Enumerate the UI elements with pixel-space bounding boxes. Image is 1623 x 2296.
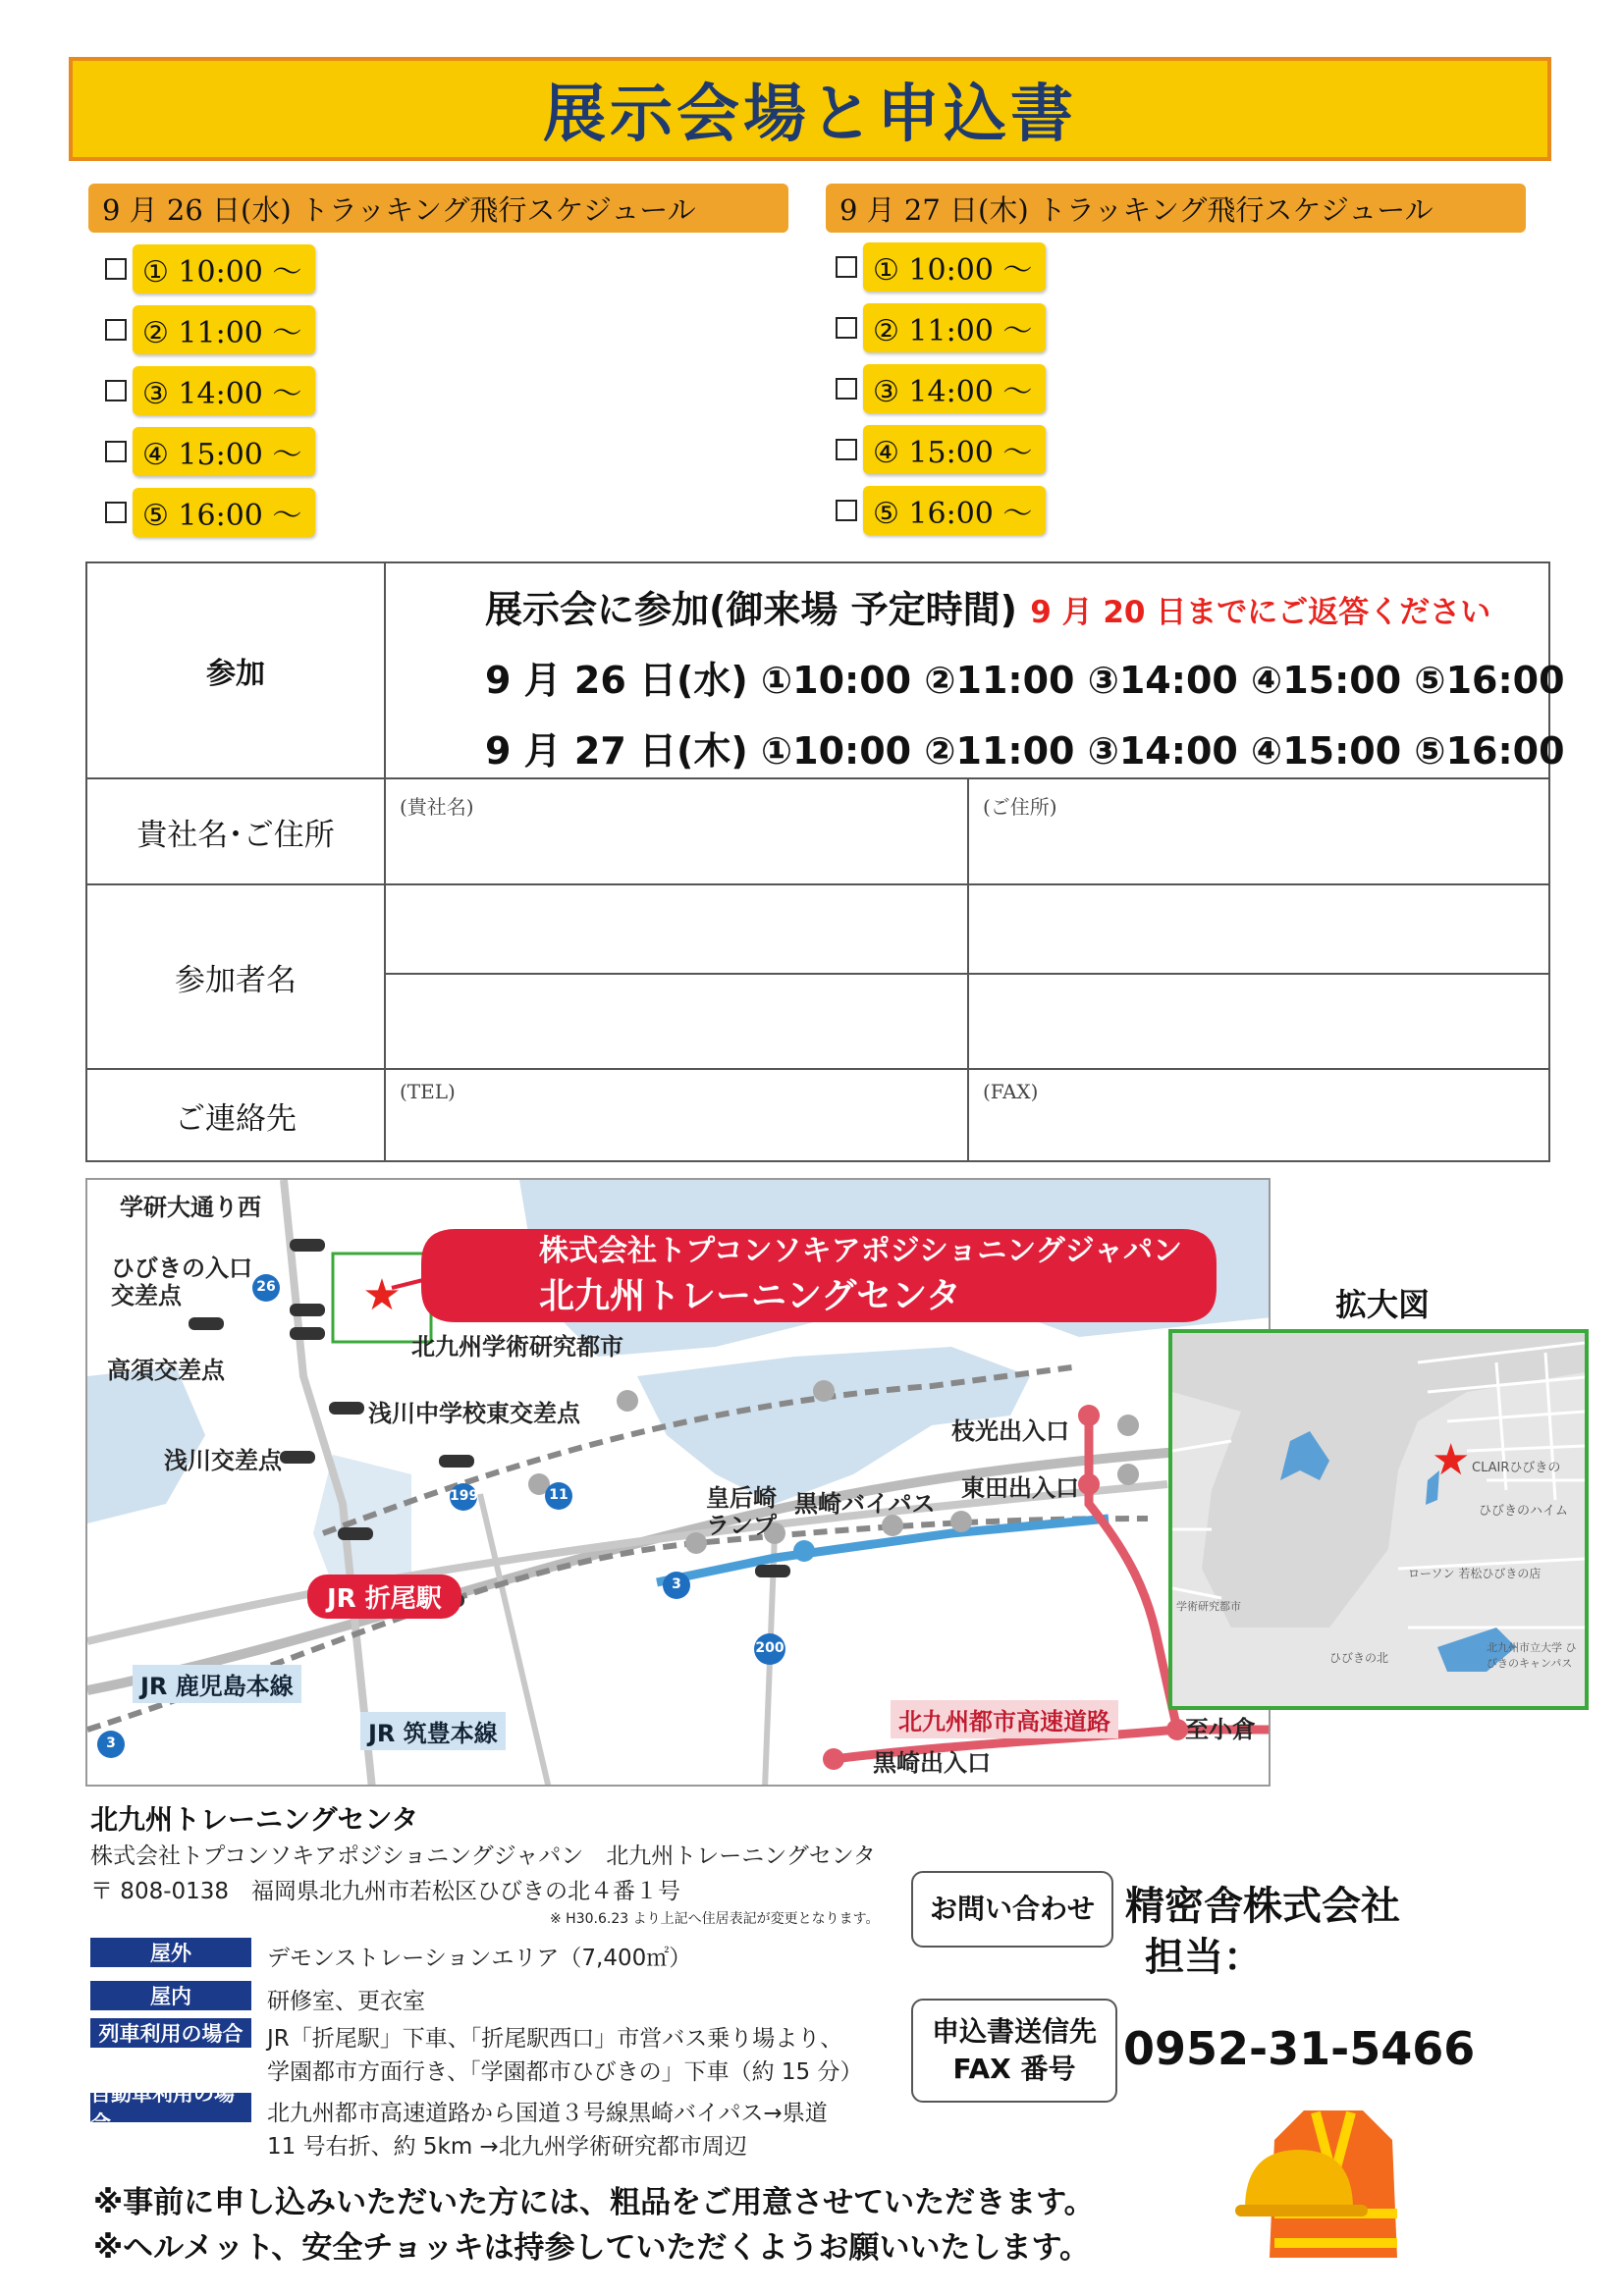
fax-number: 0952-31-5466 (1123, 2022, 1476, 2075)
center-name: 北九州トレーニングセンタ (90, 1803, 419, 1836)
helmet-vest-icon (1235, 2101, 1432, 2268)
attendees-label: 参加者名 (175, 962, 297, 998)
attendee-field[interactable] (386, 885, 967, 973)
indoor-text: 研修室、更衣室 (267, 1989, 425, 2014)
location-star-icon: ★ (1432, 1435, 1471, 1485)
tag-indoor: 屋内 (90, 1981, 251, 2010)
schedule-header-day2: 9 月 27 日(木) トラッキング飛行スケジュール (826, 184, 1526, 233)
slot-pill: ② 11:00 ～ (133, 305, 315, 354)
center-address: 〒 808-0138 福岡県北九州市若松区ひびきの北４番１号 (90, 1879, 681, 1904)
center-company-line: 株式会社トプコンソキアポジショニングジャパン 北九州トレーニングセンタ (90, 1843, 876, 1869)
address-hint: (ご住所) (983, 795, 1057, 819)
attendee-field[interactable] (969, 885, 1548, 973)
tag-train: 列車利用の場合 (90, 2018, 251, 2048)
slot-pill: ⑤ 16:00 ～ (863, 486, 1046, 535)
slot-checkbox[interactable] (836, 500, 857, 521)
slot-pill: ⑤ 16:00 ～ (133, 488, 315, 537)
attendee-field[interactable] (386, 975, 967, 1068)
inset-label-clair: CLAIRひびきの (1472, 1461, 1561, 1475)
day1-times: 9 月 26 日(水) ①10:00 ②11:00 ③14:00 ④15:00 ⑤16:00 (485, 659, 1565, 702)
inset-label-heim: ひびきのハイム (1479, 1504, 1569, 1519)
title-banner (69, 57, 1551, 161)
train-text: JR「折尾駅」下車、「折尾駅西口」市営バス乗り場より、 (267, 2026, 843, 2052)
svg-text:★: ★ (362, 1270, 402, 1320)
slot-pill: ④ 15:00 ～ (863, 425, 1046, 474)
slot-checkbox[interactable] (105, 380, 127, 401)
label-kurosaki-bypass: 黒崎バイパス (794, 1490, 936, 1518)
inset-label-campus: 北九州市立大学 ひびきのキャンパス (1487, 1641, 1577, 1670)
slot-checkbox[interactable] (105, 258, 127, 280)
slot-pill: ③ 14:00 ～ (863, 364, 1046, 413)
tag-outdoor: 屋外 (90, 1938, 251, 1967)
slot-checkbox[interactable] (105, 319, 127, 341)
tag-car: 自動車利用の場合 (90, 2093, 251, 2122)
participation-label: 参加 (206, 657, 265, 691)
slot-checkbox[interactable] (105, 441, 127, 462)
contact-company: 精密舎株式会社 (1125, 1884, 1400, 1929)
note-gift: ※事前に申し込みいただいた方には、粗品をご用意させていただきます。 (93, 2185, 1095, 2220)
schedule-header-day1: 9 月 26 日(水) トラッキング飛行スケジュール (88, 184, 788, 233)
fax-box: 申込書送信先 FAX 番号 (911, 1999, 1117, 2103)
note-helmet: ※ヘルメット、安全チョッキは持参していただくようお願いいたします。 (93, 2230, 1091, 2266)
label-edamitsu: 枝光出入口 (951, 1417, 1069, 1445)
label-takasu: 高須交差点 (107, 1357, 225, 1384)
deadline-text: 9 月 20 日までにご返答ください (1030, 595, 1491, 630)
attendee-field[interactable] (969, 975, 1548, 1068)
contact-person: 担当： (1145, 1935, 1263, 1980)
tel-field[interactable] (386, 1070, 967, 1160)
slot-pill: ③ 14:00 ～ (133, 366, 315, 415)
company-hint: (貴社名) (400, 795, 474, 819)
address-note: ※ H30.6.23 より上記へ住居表記が変更となります。 (550, 1911, 880, 1927)
label-orio-station: JR 折尾駅 (307, 1575, 461, 1619)
tel-hint: (TEL) (400, 1080, 456, 1103)
schedule-list-day2 (836, 241, 1046, 536)
page-title: 展示会場と申込書 (543, 79, 1077, 151)
label-kagoshima-line: JR 鹿児島本線 (133, 1665, 301, 1703)
slot-checkbox[interactable] (836, 317, 857, 339)
inquiry-box: お問い合わせ (911, 1871, 1113, 1948)
label-kurosaki-exit: 黒崎出入口 (873, 1749, 991, 1777)
inset-title: 拡大図 (1335, 1286, 1431, 1323)
label-expressway: 北九州都市高速道路 (891, 1700, 1118, 1738)
schedule-list-day1 (105, 243, 315, 538)
label-kokura: 至小倉 (1185, 1716, 1256, 1743)
company-label: 貴社名･ご住所 (136, 817, 335, 853)
day2-times: 9 月 27 日(木) ①10:00 ②11:00 ③14:00 ④15:00 ⑤16:00 (485, 729, 1565, 773)
label-higashida: 東田出入口 (961, 1474, 1079, 1502)
inset-map (1168, 1329, 1589, 1710)
inset-label-lawson: ローソン 若松ひびきの店 (1408, 1567, 1542, 1580)
access-map (85, 1178, 1271, 1787)
inset-label-hibikino-kita: ひびきの北 (1329, 1651, 1389, 1665)
label-science-city: 北九州学術研究都市 (411, 1333, 623, 1361)
inset-label-science: 学術研究都市 (1176, 1600, 1241, 1613)
application-form (85, 561, 1565, 1162)
fax-field[interactable] (969, 1070, 1548, 1160)
route-26: 26 (256, 1279, 276, 1295)
address-field[interactable] (969, 779, 1548, 883)
slot-pill: ① 10:00 ～ (133, 244, 315, 294)
train-text-2: 学園都市方面行き、「学園都市ひびきの」下車（約 15 分） (267, 2059, 863, 2085)
outdoor-text: デモンストレーションエリア（7,400㎡） (267, 1946, 692, 1971)
slot-checkbox[interactable] (836, 256, 857, 278)
fax-hint: (FAX) (983, 1080, 1039, 1103)
label-chikuho-line: JR 筑豊本線 (360, 1712, 506, 1750)
route-199: 199 (450, 1488, 479, 1504)
car-text-2: 11 号右折、約 5km →北九州学術研究都市周辺 (267, 2134, 747, 2160)
route-200: 200 (755, 1640, 784, 1656)
label-asakawa-school: 浅川中学校東交差点 (368, 1400, 580, 1427)
participation-heading: 展示会に参加(御来場 予定時間) 9 月 20 日までにご返答ください (485, 588, 1491, 631)
slot-pill: ② 11:00 ～ (863, 303, 1046, 352)
map-banner: 株式会社トプコンソキアポジショニングジャパン 北九州トレーニングセンタ (539, 1234, 1183, 1316)
company-field[interactable] (386, 779, 967, 883)
car-text: 北九州都市高速道路から国道３号線黒崎バイパス→県道 (267, 2101, 828, 2126)
route-3-west: 3 (106, 1735, 116, 1751)
slot-checkbox[interactable] (836, 378, 857, 400)
slot-pill: ① 10:00 ～ (863, 242, 1046, 292)
label-asakawa: 浅川交差点 (164, 1447, 282, 1474)
contact-label: ご連絡先 (175, 1100, 297, 1137)
slot-checkbox[interactable] (836, 439, 857, 460)
slot-checkbox[interactable] (105, 502, 127, 523)
label-hibikino: ひびきの入口 (111, 1255, 252, 1282)
label-gakken: 学研大通り西 (120, 1194, 261, 1221)
route-3: 3 (672, 1576, 681, 1592)
label-hibikino-2: 交差点 (111, 1282, 182, 1309)
slot-pill: ④ 15:00 ～ (133, 427, 315, 476)
label-kogasaki-2: ランプ (706, 1512, 777, 1539)
route-11: 11 (549, 1487, 568, 1503)
label-kogasaki: 皇后崎 (706, 1484, 777, 1512)
